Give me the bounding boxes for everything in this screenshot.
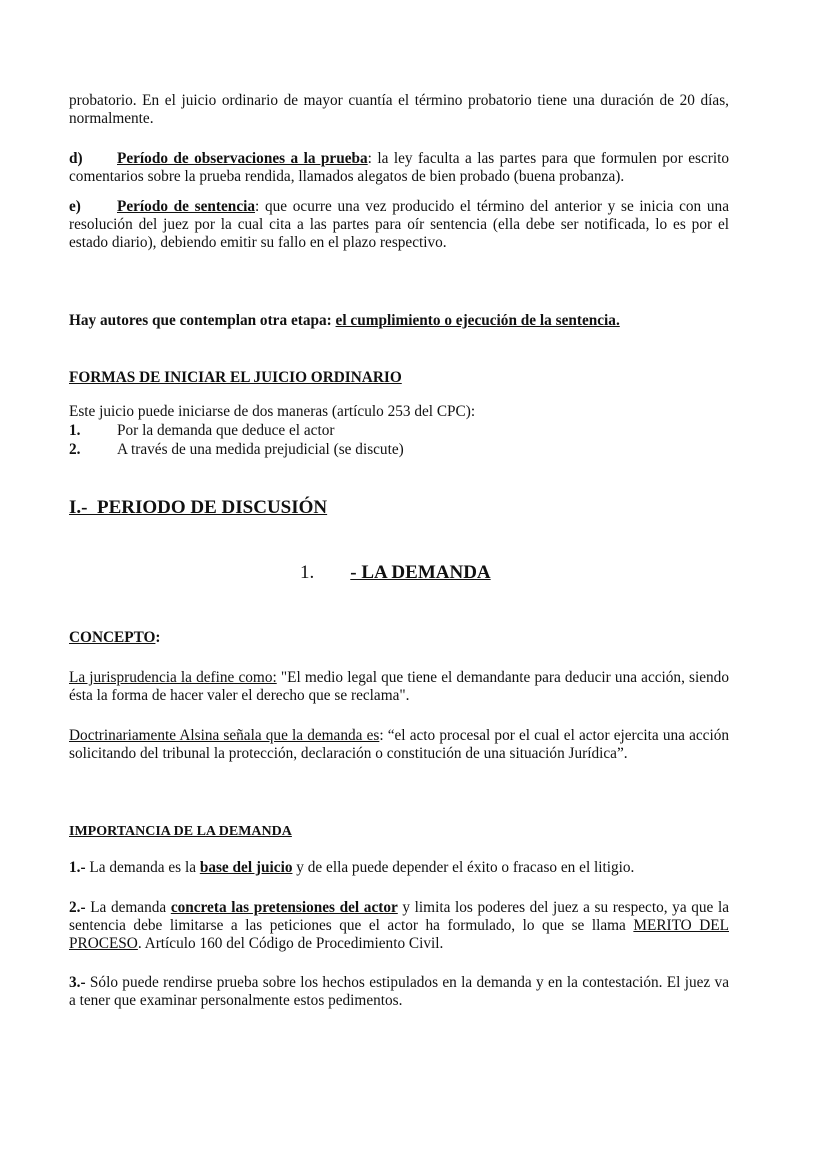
underlined-text: MERITO DEL PROCESO (69, 917, 729, 952)
subsection-number: 1. (300, 562, 315, 583)
list-number: 2. (69, 441, 81, 458)
paragraph-doctrina (69, 727, 729, 763)
list-text: A través de una medida prejudicial (se discute) (117, 441, 404, 458)
list-item (69, 422, 729, 440)
paragraph-hay-autores (69, 312, 729, 330)
underlined-text: La jurisprudencia la define como: (69, 669, 277, 686)
subsection-heading (300, 564, 491, 582)
item-number: 1.- (69, 859, 86, 876)
item-title: Período de sentencia (117, 198, 256, 215)
item-label: e) (69, 198, 81, 215)
item-number: 3.- (69, 974, 86, 991)
item-label: d) (69, 150, 83, 167)
text: . Artículo 160 del Código de Procedimiento Civil. (137, 935, 444, 952)
emphasis: base del juicio (199, 859, 293, 876)
text: La demanda es la (85, 859, 200, 876)
underlined-text: el cumplimiento o ejecución de la sentencia. (335, 312, 620, 329)
heading-text: CONCEPTO (69, 629, 156, 646)
text: y limita los poderes del juez a su respecto, ya que la sentencia debe limitarse a las peticiones que el actor ha formulado, lo que se llama (69, 899, 729, 934)
item-title: Período de observaciones a la prueba (117, 150, 368, 167)
section-heading: I.- PERIODO DE DISCUSIÓN (69, 497, 328, 518)
item-text: : que ocurre una vez producido el término del anterior y se inicia con una resolución del juez por la cual cita a las partes para oír sentencia (ella debe ser notificada, lo es por el estado diario), debiendo emitir su fallo en el plazo respectivo. (69, 198, 729, 251)
list-number: 1. (69, 422, 81, 439)
heading-importancia: IMPORTANCIA DE LA DEMANDA (69, 824, 292, 839)
emphasis: concreta las pretensiones del actor (170, 899, 398, 916)
text: Sólo puede rendirse prueba sobre los hechos estipulados en la demanda y en la contestación. El juez va a tener que examinar personalmente estos pedimentos. (69, 974, 729, 1009)
paragraph-probatorio: probatorio. En el juicio ordinario de mayor cuantía el término probatorio tiene una duración de 20 días, normalmente. (69, 92, 729, 127)
heading-concepto (69, 629, 729, 647)
list-text: Por la demanda que deduce el actor (117, 422, 335, 439)
importancia-item-2 (69, 899, 729, 953)
text: Hay autores que contemplan otra etapa: (69, 312, 336, 329)
importancia-item-3 (69, 974, 729, 1010)
text: "El medio legal que tiene el demandante para deducir una acción, siendo ésta la forma de hacer valer el derecho que se reclama". (69, 669, 729, 704)
importancia-item-1 (69, 859, 729, 877)
underlined-text: Doctrinariamente Alsina señala que la demanda es (69, 727, 380, 744)
subsection-title: - LA DEMANDA (350, 562, 491, 583)
paragraph-jurisprudencia (69, 669, 729, 705)
list-item (69, 441, 729, 459)
colon: : (155, 629, 161, 646)
formas-intro: Este juicio puede iniciarse de dos maneras (artículo 253 del CPC): (69, 403, 476, 420)
paragraph-e (69, 198, 729, 252)
item-number: 2.- (69, 899, 86, 916)
heading-formas: FORMAS DE INICIAR EL JUICIO ORDINARIO (69, 369, 402, 386)
text: La demanda (85, 899, 171, 916)
paragraph-d (69, 150, 729, 186)
text: : “el acto procesal por el cual el actor ejercita una acción solicitando del tribunal la protección, declaración o constitución de una situación Jurídica”. (69, 727, 729, 762)
item-text: : la ley faculta a las partes para que formulen por escrito comentarios sobre la prueba rendida, llamados alegatos de bien probado (buena probanza). (69, 150, 729, 185)
text: y de ella puede depender el éxito o fracaso en el litigio. (292, 859, 635, 876)
